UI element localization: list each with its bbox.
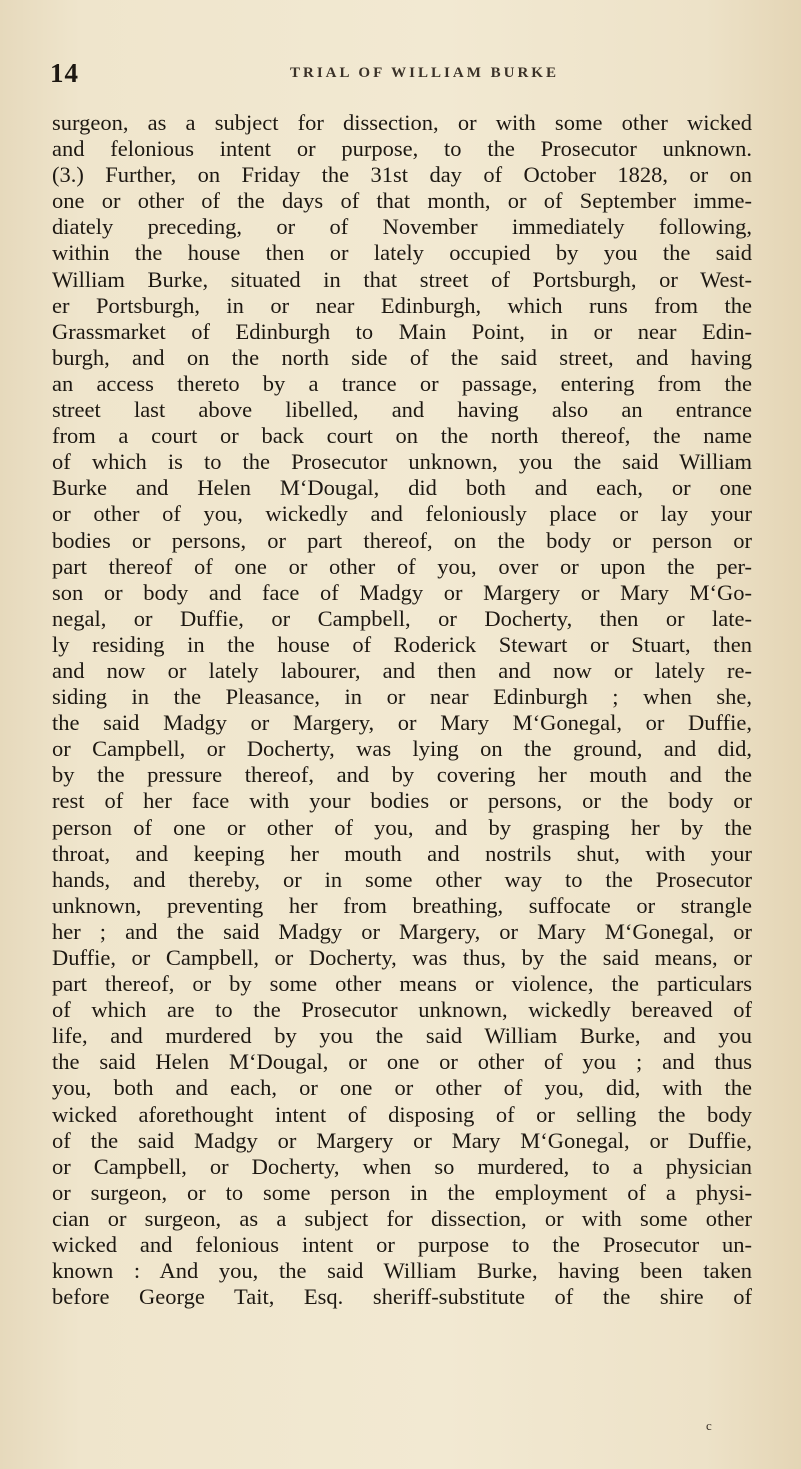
text-line: bodies or persons, or part thereof, on the body or person or (52, 527, 752, 553)
page-number: 14 (50, 58, 79, 88)
text-line: diately preceding, or of November immediately following, (52, 214, 752, 240)
running-head: TRIAL OF WILLIAM BURKE (290, 65, 559, 81)
text-line: siding in the Pleasance, in or near Edinburgh ; when she, (52, 684, 752, 710)
text-line: life, and murdered by you the said William Burke, and you (52, 1023, 752, 1049)
text-line: part thereof of one or other of you, over or upon the per- (52, 553, 752, 579)
text-line: er Portsburgh, in or near Edinburgh, which runs from the (52, 292, 752, 318)
text-line: Duffie, or Campbell, or Docherty, was thus, by the said means, or (52, 945, 752, 970)
text-line: part thereof, or by some other means or violence, the particulars (52, 971, 752, 997)
text-line: ly residing in the house of Roderick Stewart or Stuart, then (52, 631, 752, 657)
text-line: William Burke, situated in that street of Portsburgh, or West- (52, 266, 752, 292)
text-line: the said Madgy or Margery, or Mary M‘Gonegal, or Duffie, (52, 710, 752, 736)
text-line: Grassmarket of Edinburgh to Main Point, in or near Edin- (52, 318, 752, 344)
text-line: unknown, preventing her from breathing, suffocate or strangle (52, 892, 752, 918)
text-line: one or other of the days of that month, or of September imme- (52, 188, 752, 214)
text-line: or Campbell, or Docherty, was lying on the ground, and did, (52, 736, 752, 762)
text-line: you, both and each, or one or other of you, did, with the (52, 1075, 752, 1101)
text-line: surgeon, as a subject for dissection, or with some other wicked (52, 110, 752, 135)
text-line: wicked aforethought intent of disposing of or selling the body (52, 1101, 752, 1127)
text-line: person of one or other of you, and by grasping her by the (52, 814, 752, 840)
text-line: an access thereto by a trance or passage, entering from the (52, 370, 752, 396)
text-line: and now or lately labourer, and then and now or lately re- (52, 657, 752, 683)
text-line: of which are to the Prosecutor unknown, wickedly bereaved of (52, 997, 752, 1023)
text-line: of which is to the Prosecutor unknown, you the said William (52, 449, 752, 475)
text-line: from a court or back court on the north thereof, the name (52, 423, 752, 449)
text-line: negal, or Duffie, or Campbell, or Docherty, then or late- (52, 605, 752, 631)
text-line: hands, and thereby, or in some other way to the Prosecutor (52, 866, 752, 892)
text-line: and felonious intent or purpose, to the Prosecutor unknown. (52, 136, 752, 162)
text-line: or surgeon, or to some person in the employment of a physi- (52, 1179, 752, 1205)
text-line: burgh, and on the north side of the said street, and having (52, 344, 752, 370)
page-header (50, 58, 750, 98)
footer-mark: c (706, 1418, 712, 1433)
text-line: son or body and face of Madgy or Margery or Mary M‘Go- (52, 579, 752, 605)
text-line: wicked and felonious intent or purpose to the Prosecutor un- (52, 1232, 752, 1258)
text-line: by the pressure thereof, and by covering her mouth and the (52, 762, 752, 788)
body-text (52, 110, 752, 1310)
text-line: her ; and the said Madgy or Margery, or Mary M‘Gonegal, or (52, 918, 752, 944)
text-line: of the said Madgy or Margery or Mary M‘Gonegal, or Duffie, (52, 1127, 752, 1153)
text-line: the said Helen M‘Dougal, or one or other of you ; and thus (52, 1049, 752, 1075)
text-line: Burke and Helen M‘Dougal, did both and each, or one (52, 475, 752, 501)
text-line: cian or surgeon, as a subject for dissection, or with some other (52, 1205, 752, 1231)
text-line: rest of her face with your bodies or persons, or the body or (52, 788, 752, 814)
text-line: or Campbell, or Docherty, when so murdered, to a physician (52, 1153, 752, 1179)
text-line: or other of you, wickedly and feloniously place or lay your (52, 501, 752, 527)
text-line: (3.) Further, on Friday the 31st day of October 1828, or on (52, 162, 752, 188)
text-line: known : And you, the said William Burke, having been taken (52, 1258, 752, 1284)
text-line: throat, and keeping her mouth and nostrils shut, with your (52, 840, 752, 866)
text-line: street last above libelled, and having also an entrance (52, 397, 752, 423)
text-line: within the house then or lately occupied by you the said (52, 240, 752, 266)
text-line: before George Tait, Esq. sheriff-substitute of the shire of (52, 1284, 752, 1310)
